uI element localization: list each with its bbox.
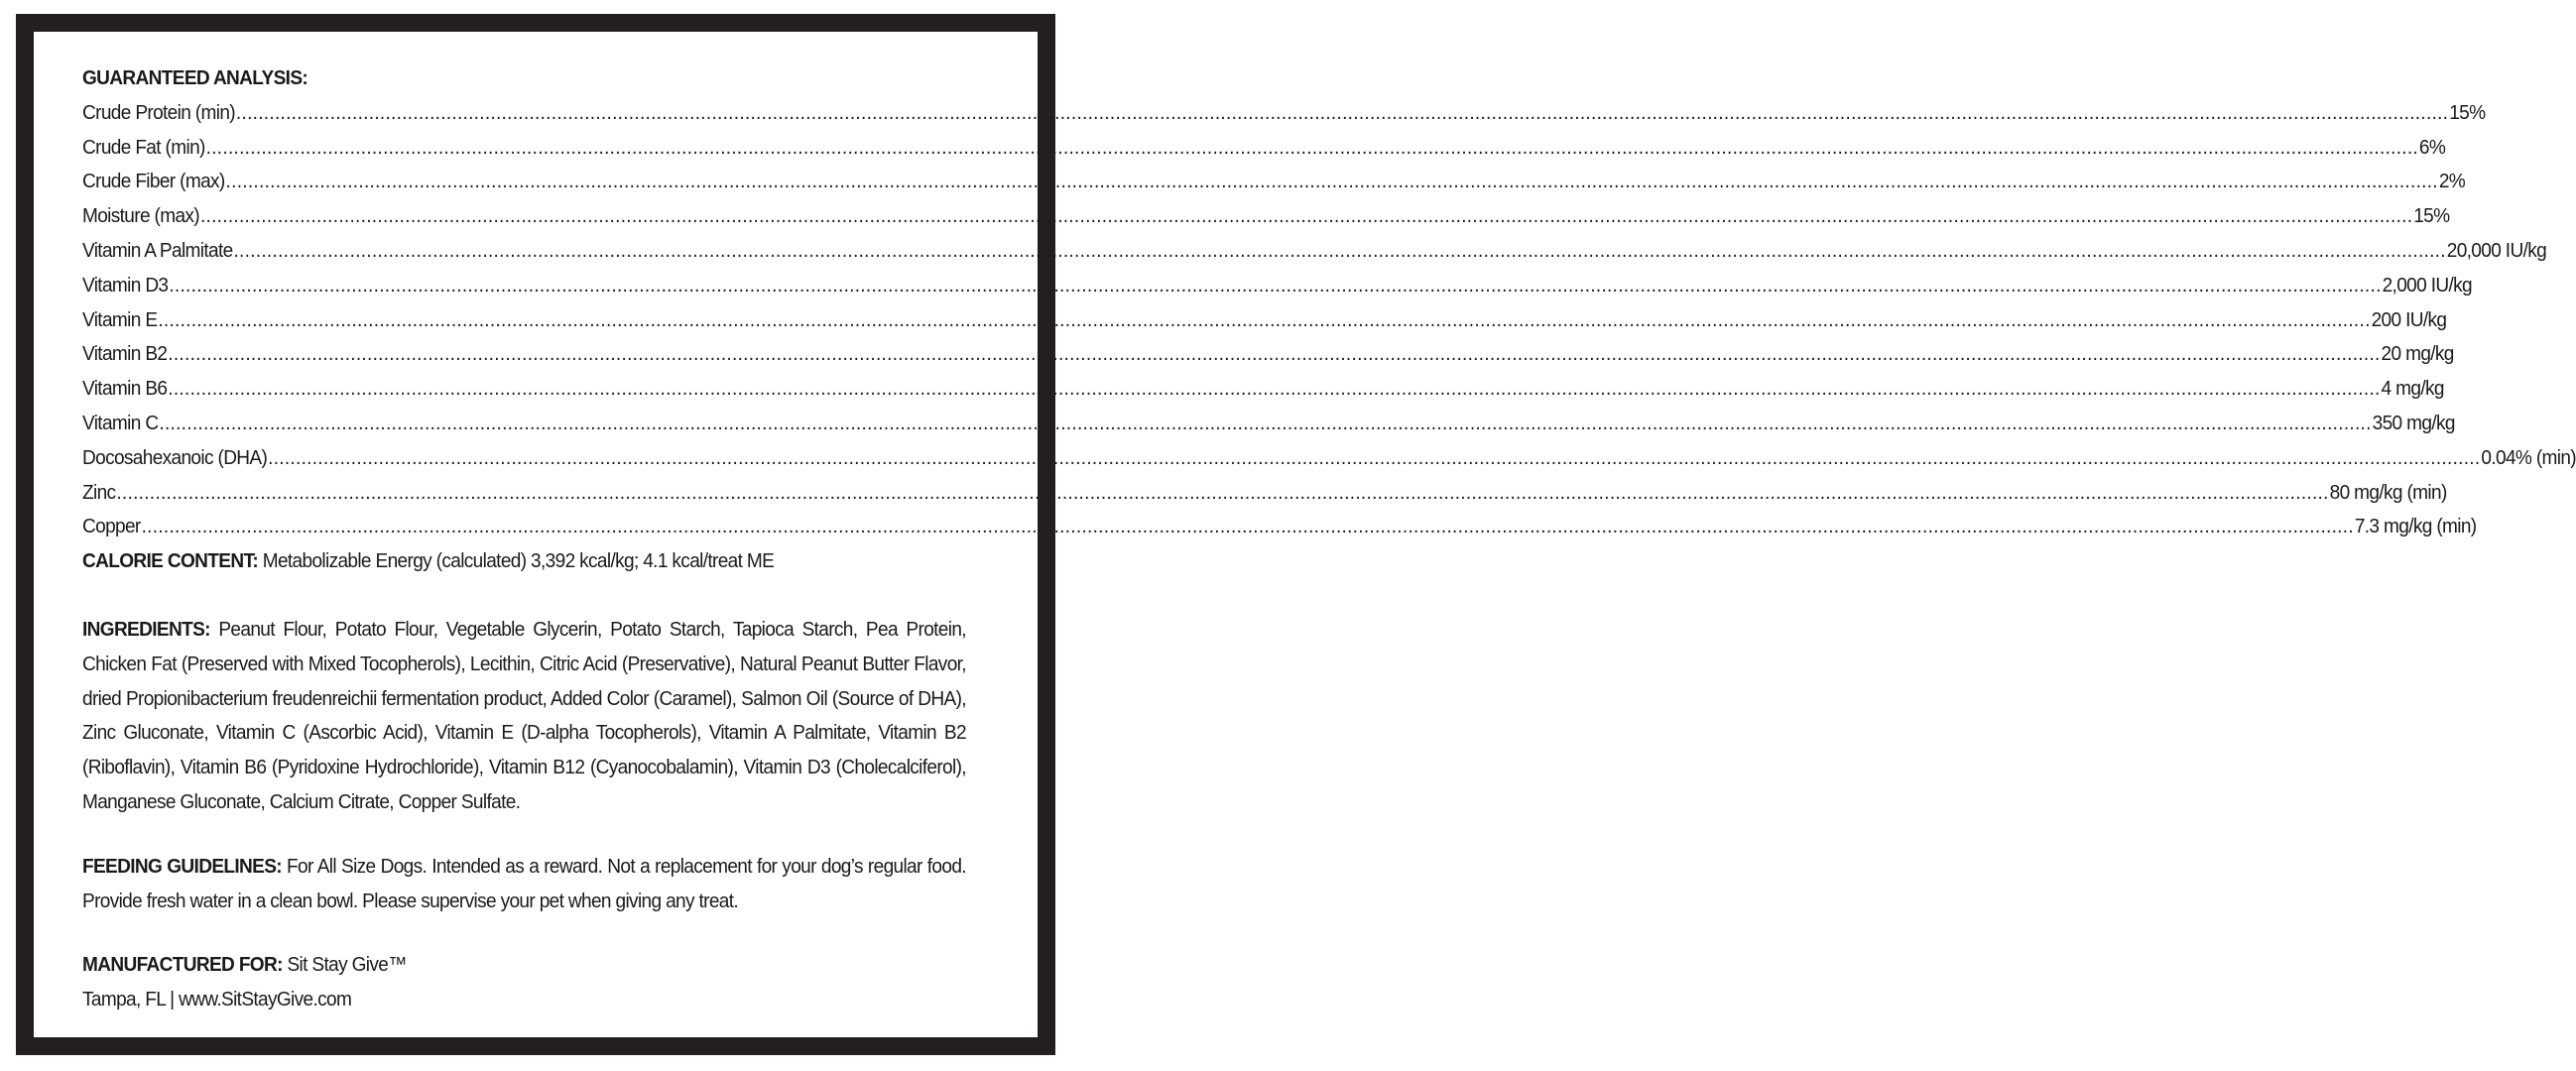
analysis-row bbox=[82, 407, 2455, 441]
dot-leader: ................................................................................................................................................................................................................................................................................................................................................................................................................ bbox=[169, 273, 2382, 297]
analysis-row bbox=[82, 303, 2447, 338]
calorie-content bbox=[82, 544, 966, 579]
analysis-row bbox=[82, 199, 2450, 234]
analysis-row bbox=[82, 337, 2454, 372]
analysis-row-value: 2,000 IU/kg bbox=[2382, 273, 2472, 297]
analysis-row-value: 20,000 IU/kg bbox=[2446, 238, 2547, 262]
manufacturer-label: MANUFACTURED FOR: bbox=[82, 953, 283, 977]
dot-leader: ................................................................................................................................................................................................................................................................................................................................................................................................................ bbox=[159, 411, 2372, 434]
dot-leader: ................................................................................................................................................................................................................................................................................................................................................................................................................ bbox=[199, 204, 2413, 228]
analysis-row-name: Vitamin A Palmitate bbox=[82, 238, 233, 262]
guaranteed-analysis-table bbox=[82, 96, 2576, 544]
analysis-row-value: 350 mg/kg bbox=[2372, 411, 2455, 434]
analysis-row bbox=[82, 476, 2447, 511]
guaranteed-analysis-heading: GUARANTEED ANALYSIS: bbox=[82, 66, 308, 89]
manufacturer-name: Sit Stay Give™ bbox=[287, 953, 407, 977]
analysis-row-value: 80 mg/kg (min) bbox=[2329, 480, 2447, 504]
analysis-row bbox=[82, 441, 2576, 476]
manufacturer-section bbox=[82, 948, 966, 1017]
ingredients-text: Peanut Flour, Potato Flour, Vegetable Glycerin, Potato Starch, Tapioca Starch, Pea Protein, Chicken Fat (Preserved with Mixed Tocopherols), Lecithin, Citric Acid (Preservative), Natural Peanut Butter Flavor, dried Propionibacterium freudenreichii fermentation product, Added Color (Caramel), Salmon Oil (Source of DHA), Zinc Gluconate, Vitamin C (Ascorbic Acid), Vitamin E (D-alpha Tocopherols), Vitamin A Palmitate, Vitamin B2 (Riboflavin), Vitamin B6 (Pyridoxine Hydrochloride), Vitamin B12 (Cyanocobalamin), Vitamin D3 (Cholecalciferol), Manganese Gluconate, Calcium Citrate, Copper Sulfate. bbox=[82, 617, 966, 813]
analysis-row-name: Moisture (max) bbox=[82, 204, 200, 228]
analysis-row-value: 2% bbox=[2438, 170, 2466, 193]
analysis-row bbox=[82, 165, 2466, 199]
analysis-row-value: 6% bbox=[2418, 135, 2446, 159]
analysis-row-name: Crude Fiber (max) bbox=[82, 170, 225, 193]
analysis-row-value: 0.04% (min) bbox=[2481, 445, 2576, 469]
analysis-row-value: 15% bbox=[2449, 100, 2486, 124]
analysis-row-value: 20 mg/kg bbox=[2381, 342, 2454, 366]
analysis-row-value: 200 IU/kg bbox=[2371, 307, 2447, 331]
dot-leader: ................................................................................................................................................................................................................................................................................................................................................................................................................ bbox=[225, 170, 2438, 193]
analysis-row-name: Vitamin E bbox=[82, 307, 158, 331]
ingredients-section bbox=[82, 613, 966, 820]
analysis-row-value: 15% bbox=[2413, 204, 2450, 228]
analysis-row-name: Vitamin B2 bbox=[82, 342, 168, 366]
analysis-row-value: 7.3 mg/kg (min) bbox=[2354, 515, 2477, 538]
analysis-row bbox=[82, 131, 2446, 166]
dot-leader: ................................................................................................................................................................................................................................................................................................................................................................................................................ bbox=[233, 238, 2446, 262]
feeding-guidelines-label: FEEDING GUIDELINES: bbox=[82, 854, 282, 878]
manufacturer-location: Tampa, FL | www.SitStayGive.com bbox=[82, 988, 352, 1012]
analysis-row bbox=[82, 234, 2547, 269]
calorie-content-label: CALORIE CONTENT: bbox=[82, 549, 259, 573]
dot-leader: ................................................................................................................................................................................................................................................................................................................................................................................................................ bbox=[205, 135, 2418, 159]
dot-leader: ................................................................................................................................................................................................................................................................................................................................................................................................................ bbox=[168, 342, 2381, 366]
ingredients-label: INGREDIENTS: bbox=[82, 617, 210, 641]
feeding-guidelines-section bbox=[82, 850, 966, 919]
dot-leader: ................................................................................................................................................................................................................................................................................................................................................................................................................ bbox=[158, 307, 2371, 331]
analysis-row bbox=[82, 510, 2477, 544]
analysis-row-name: Zinc bbox=[82, 480, 116, 504]
feeding-guidelines-text: For All Size Dogs. Intended as a reward. Not a replacement for your dog’s regular food. Provide fresh water in a clean bowl. Please supervise your pet when giving any treat. bbox=[82, 854, 966, 912]
dot-leader: ................................................................................................................................................................................................................................................................................................................................................................................................................ bbox=[168, 377, 2381, 401]
dot-leader: ................................................................................................................................................................................................................................................................................................................................................................................................................ bbox=[268, 445, 2481, 469]
analysis-row-name: Vitamin C bbox=[82, 411, 159, 434]
analysis-row-value: 4 mg/kg bbox=[2381, 377, 2444, 401]
analysis-row-name: Copper bbox=[82, 515, 141, 538]
dot-leader: ................................................................................................................................................................................................................................................................................................................................................................................................................ bbox=[116, 480, 2329, 504]
analysis-row bbox=[82, 96, 2486, 131]
dot-leader: ................................................................................................................................................................................................................................................................................................................................................................................................................ bbox=[235, 100, 2449, 124]
analysis-row-name: Crude Fat (min) bbox=[82, 135, 205, 159]
analysis-row bbox=[82, 269, 2472, 303]
analysis-row-name: Vitamin D3 bbox=[82, 273, 169, 297]
calorie-content-text: Metabolizable Energy (calculated) 3,392 kcal/kg; 4.1 kcal/treat ME bbox=[262, 549, 775, 573]
dot-leader: ................................................................................................................................................................................................................................................................................................................................................................................................................ bbox=[141, 515, 2354, 538]
analysis-row bbox=[82, 372, 2444, 407]
nutrition-label-content bbox=[82, 61, 2576, 1017]
analysis-row-name: Crude Protein (min) bbox=[82, 100, 235, 124]
analysis-row-name: Docosahexanoic (DHA) bbox=[82, 445, 268, 469]
analysis-row-name: Vitamin B6 bbox=[82, 377, 168, 401]
